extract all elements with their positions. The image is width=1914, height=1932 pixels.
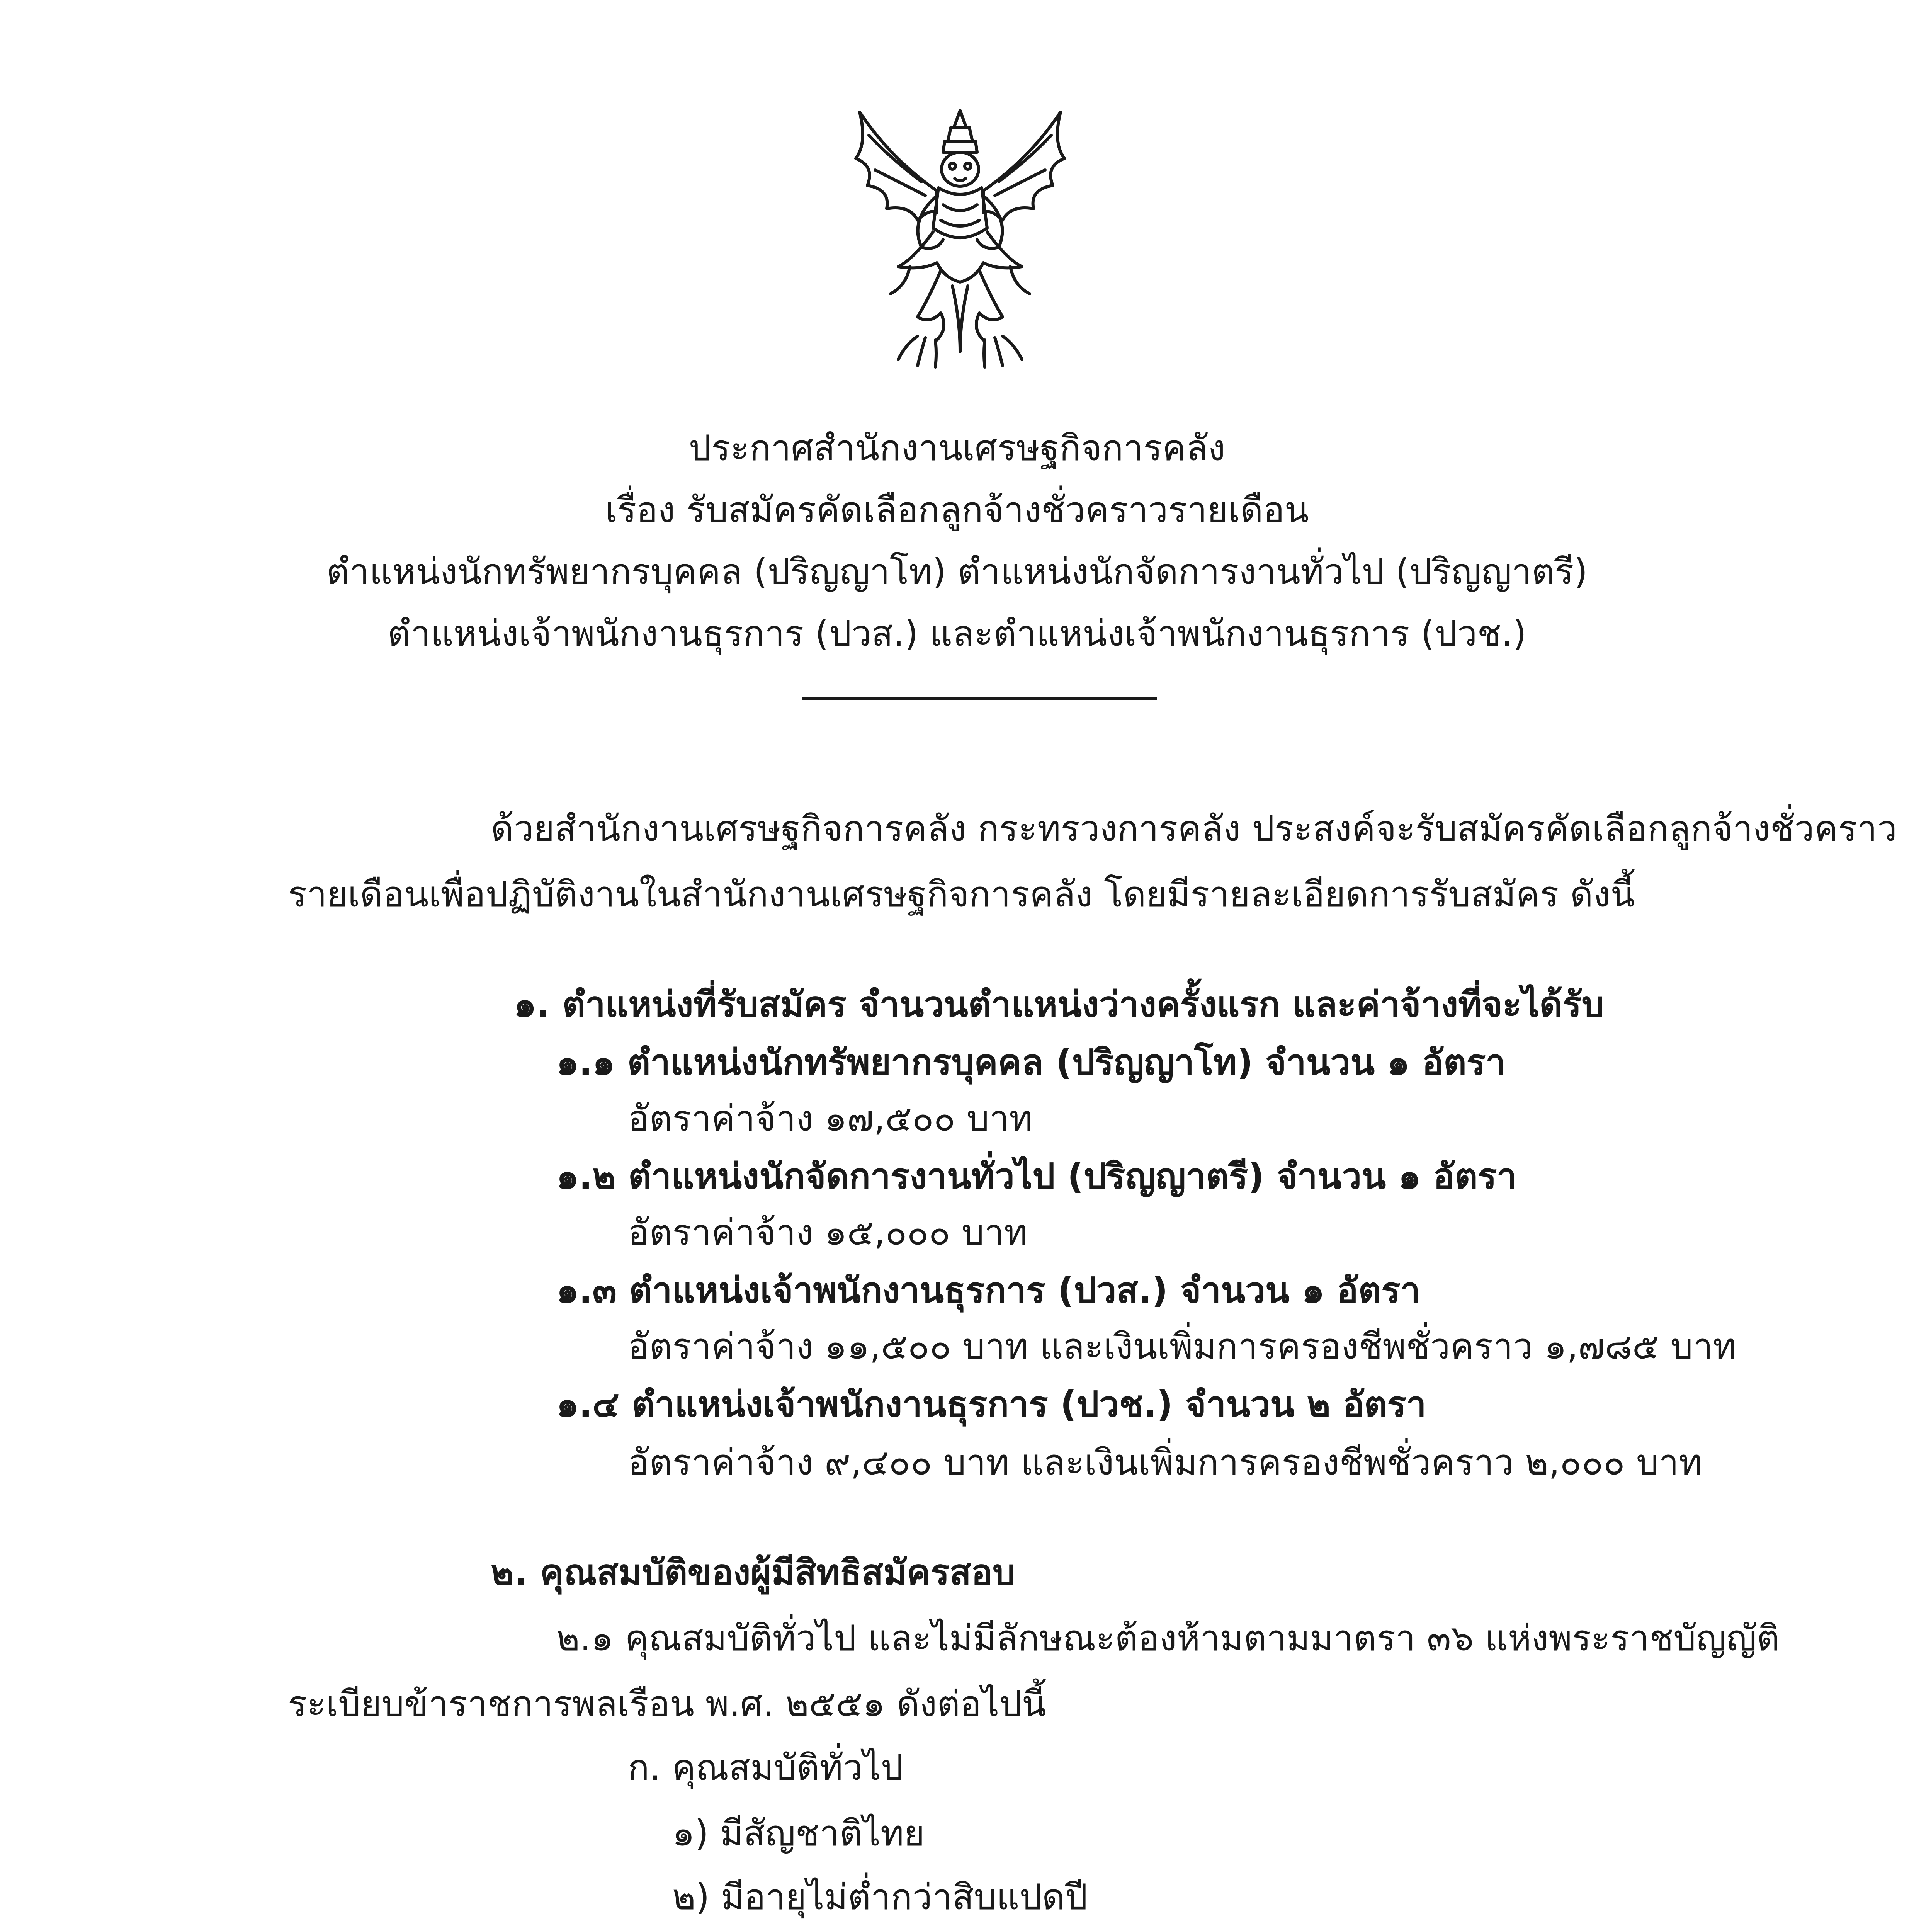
position-1-wage: อัตราค่าจ้าง ๑๗,๕๐๐ บาท (628, 1098, 1033, 1139)
position-2-wage: อัตราค่าจ้าง ๑๕,๐๐๐ บาท (628, 1212, 1028, 1253)
general-qualifications-heading: ก. คุณสมบัติทั่วไป (628, 1747, 903, 1788)
general-item-1: ๑) มีสัญชาติไทย (672, 1813, 925, 1854)
notice-subject: เรื่อง รับสมัครคัดเลือกลูกจ้างชั่วคราวรายเดือน (605, 489, 1309, 531)
garuda-emblem-icon (844, 104, 1076, 371)
intro-paragraph-line-1: ด้วยสำนักงานเศรษฐกิจการคลัง กระทรวงการคลัง ประสงค์จะรับสมัครคัดเลือกลูกจ้างชั่วคราว (491, 808, 1897, 849)
position-4-wage: อัตราค่าจ้าง ๙,๔๐๐ บาท และเงินเพิ่มการครองชีพชั่วคราว ๒,๐๐๐ บาท (628, 1442, 1702, 1483)
section-2-heading: ๒. คุณสมบัติของผู้มีสิทธิสมัครสอบ (491, 1552, 1015, 1593)
notice-positions-line-1: ตำแหน่งนักทรัพยากรบุคคล (ปริญญาโท) ตำแหน่งนักจัดการงานทั่วไป (ปริญญาตรี) (326, 551, 1588, 592)
section-2-1-line-1: ๒.๑ คุณสมบัติทั่วไป และไม่มีลักษณะต้องห้ามตามมาตรา ๓๖ แห่งพระราชบัญญัติ (556, 1617, 1780, 1659)
position-1-title: ๑.๑ ตำแหน่งนักทรัพยากรบุคคล (ปริญญาโท) จำนวน ๑ อัตรา (556, 1042, 1506, 1083)
intro-paragraph-line-2: รายเดือนเพื่อปฏิบัติงานในสำนักงานเศรษฐกิจการคลัง โดยมีรายละเอียดการรับสมัคร ดังนี้ (288, 874, 1635, 915)
general-item-2: ๒) มีอายุไม่ต่ำกว่าสิบแปดปี (672, 1876, 1088, 1918)
notice-positions-line-2: ตำแหน่งเจ้าพนักงานธุรการ (ปวส.) และตำแหน่งเจ้าพนักงานธุรการ (ปวช.) (387, 613, 1527, 654)
position-3-wage: อัตราค่าจ้าง ๑๑,๕๐๐ บาท และเงินเพิ่มการครองชีพชั่วคราว ๑,๗๘๕ บาท (628, 1326, 1737, 1367)
section-2-1-line-2: ระเบียบข้าราชการพลเรือน พ.ศ. ๒๕๕๑ ดังต่อไปนี้ (288, 1683, 1046, 1725)
position-4-title: ๑.๔ ตำแหน่งเจ้าพนักงานธุรการ (ปวช.) จำนวน ๒ อัตรา (556, 1384, 1426, 1425)
title-divider (802, 697, 1157, 700)
section-1-heading: ๑. ตำแหน่งที่รับสมัคร จำนวนตำแหน่งว่างครั้งแรก และค่าจ้างที่จะได้รับ (514, 984, 1605, 1025)
notice-title: ประกาศสำนักงานเศรษฐกิจการคลัง (688, 427, 1226, 469)
position-2-title: ๑.๒ ตำแหน่งนักจัดการงานทั่วไป (ปริญญาตรี) จำนวน ๑ อัตรา (556, 1156, 1517, 1197)
position-3-title: ๑.๓ ตำแหน่งเจ้าพนักงานธุรการ (ปวส.) จำนวน ๑ อัตรา (556, 1270, 1421, 1311)
